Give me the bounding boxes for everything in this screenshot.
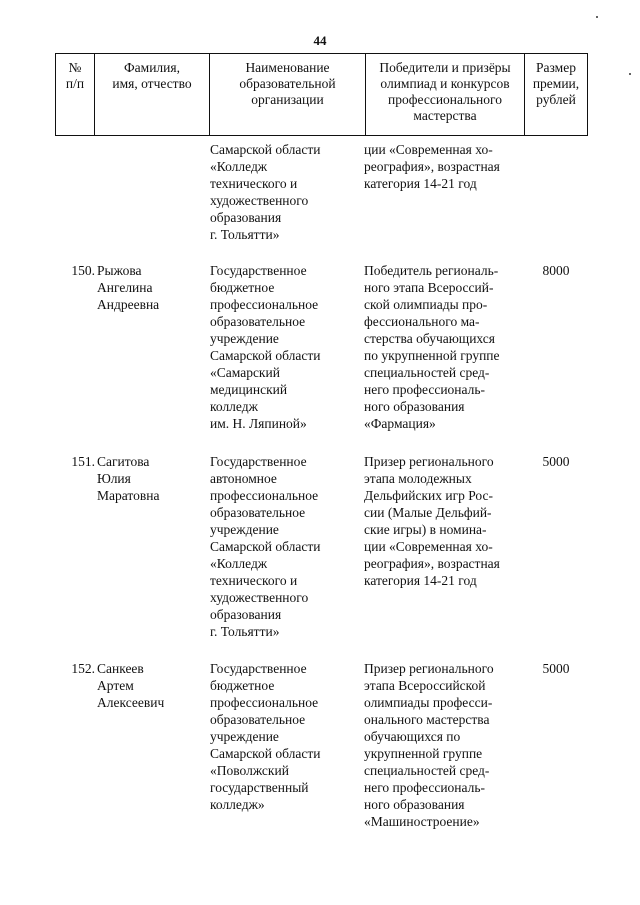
header-prize-amount: Размер премии, рублей	[525, 54, 588, 136]
row-number: 152.	[71, 661, 95, 676]
achievement-cell: Победитель региональ- ного этапа Всероссий- ской олимпиады про- фессионального ма- стерства обучающихся по укрупненной группе специальностей сред- него профессиональ- ного образования «Фармация»	[364, 263, 500, 431]
header-number: № п/п	[56, 54, 95, 136]
organization-cell: Государственное бюджетное профессиональное образовательное учреждение Самарской области «Поволжский государственный колледж»	[210, 661, 321, 812]
full-name-cell: Сагитова Юлия Маратовна	[97, 454, 160, 503]
header-full-name: Фамилия, имя, отчество	[95, 54, 210, 136]
full-name-cell: Рыжова Ангелина Андреевна	[97, 263, 160, 312]
organization-cell: Самарской области «Колледж технического и художественного образования г. Тольятти»	[210, 142, 321, 242]
scan-speck	[596, 16, 598, 18]
header-achievement: Победители и призёры олимпиад и конкурсов профессионального мастерства	[366, 54, 525, 136]
scan-speck	[629, 73, 631, 75]
achievement-cell: ции «Современная хо- реография», возрастная категория 14-21 год	[364, 142, 500, 191]
row-number: 151.	[71, 454, 95, 469]
prize-amount-cell: 5000	[542, 454, 570, 469]
organization-cell: Государственное бюджетное профессиональное образовательное учреждение Самарской области «Самарский медицинский колледж им. Н. Ляпиной»	[210, 263, 321, 431]
achievement-cell: Призер регионального этапа Всероссийской олимпиады професси- онального мастерства обучающихся по укрупненной группе специальностей сред- него профессиональ- ного образования «Машиностроение»	[364, 661, 494, 829]
row-number: 150.	[71, 263, 95, 278]
prize-amount-cell: 5000	[542, 661, 570, 676]
organization-cell: Государственное автономное профессиональное образовательное учреждение Самарской области «Колледж технического и художественного образования г. Тольятти»	[210, 454, 321, 639]
achievement-cell: Призер регионального этапа молодежных Дельфийских игр Рос- сии (Малые Дельфий- ские игры) в номина- ции «Современная хо- реография», возрастная категория 14-21 год	[364, 454, 500, 588]
header-organization: Наименование образовательной организации	[210, 54, 366, 136]
prize-amount-cell: 8000	[542, 263, 570, 278]
table-header	[55, 53, 588, 136]
page-number: 44	[313, 33, 327, 48]
full-name-cell: Санкеев Артем Алексеевич	[97, 661, 165, 710]
